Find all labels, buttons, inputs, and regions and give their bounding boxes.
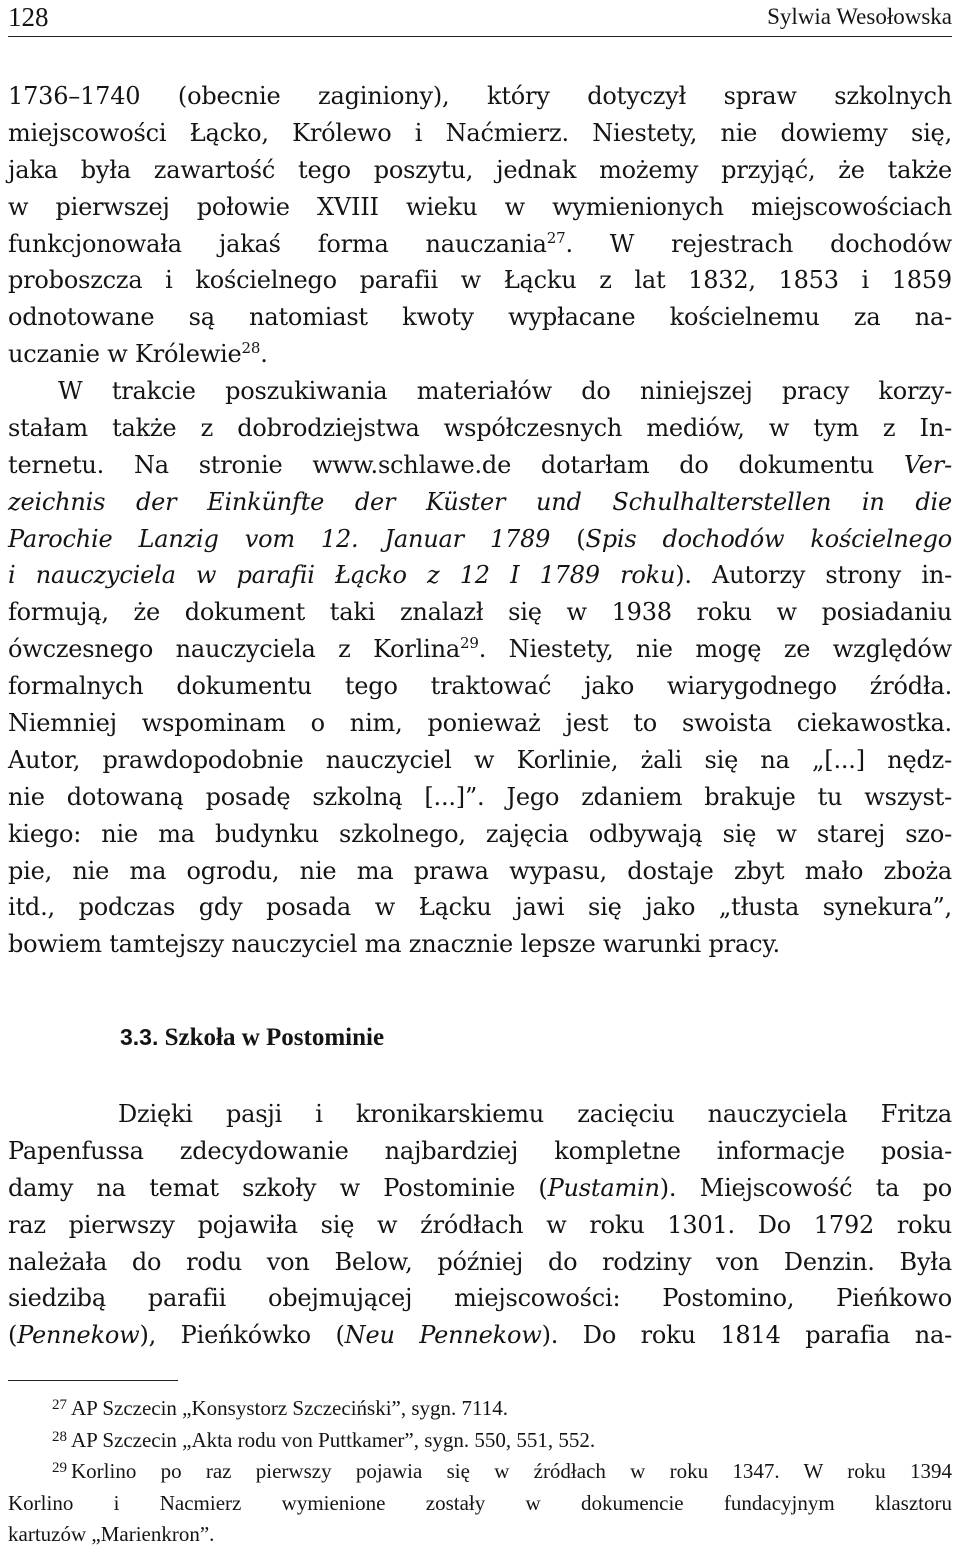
footnote-text: Korlino po raz pierwszy pojawia się w źródłach w roku 1347. W roku 1394	[71, 1459, 952, 1483]
text-line	[8, 1317, 952, 1354]
text-line	[8, 631, 952, 668]
text-line: 1736–1740 (obecnie zaginiony), który dotyczył spraw szkolnych	[8, 82, 952, 110]
section-number: 3.3.	[120, 1024, 159, 1050]
footnote-ref-27[interactable]: 27	[546, 228, 566, 247]
text-line	[8, 557, 952, 594]
italic-run: zeichnis der Einkünfte der Küster und Schulhalterstellen in die	[8, 487, 952, 516]
paragraph-2	[8, 373, 952, 963]
text-line	[8, 484, 952, 521]
text-line: należała do rodu von Below, później do rodziny von Denzin. Była	[8, 1247, 952, 1276]
text-run: . Niestety, nie mogę ze względów	[478, 635, 952, 664]
text-line: formują, że dokument taki znalazł się w 1938 roku w posiadaniu	[8, 598, 952, 627]
footnote-ref-29[interactable]: 29	[460, 634, 479, 653]
text-line: miejscowości Łącko, Królewo i Naćmierz. Niestety, nie dowiemy się,	[8, 118, 952, 147]
text-line	[8, 336, 952, 373]
text-line: jaka była zawartość tego poszytu, jednak możemy przyjąć, że także	[8, 155, 952, 184]
text-line: nie dotowaną posadę szkolną [...]”. Jego zdaniem brakuje tu wszyst-	[8, 782, 952, 811]
section-title: Szkoła w Postominie	[164, 1024, 385, 1051]
paragraph-1	[8, 78, 952, 373]
page-header	[8, 0, 952, 37]
text-run: uczanie w Królewie	[8, 340, 242, 369]
text-line: bowiem tamtejszy nauczyciel ma znacznie lepsze warunki pracy.	[8, 930, 780, 959]
text-run: ówczesnego nauczyciela z Korlina	[8, 635, 460, 664]
italic-run: Ver-	[903, 450, 952, 479]
text-line	[8, 1170, 952, 1207]
text-line: itd., podczas gdy posada w Łącku jawi się jako „tłusta synekura”,	[8, 893, 952, 922]
footnote-number: 29	[52, 1460, 67, 1476]
text-line: kiego: nie ma budynku szkolnego, zajęcia odbywają się w starej szo-	[8, 819, 952, 848]
text-line	[8, 447, 952, 484]
text-line: proboszcza i kościelnego parafii w Łącku z lat 1832, 1853 i 1859	[8, 266, 952, 295]
page-number: 128	[8, 2, 49, 32]
italic-run: Spis dochodów kościelnego	[585, 524, 952, 553]
paragraph-3	[8, 1096, 952, 1354]
text-run: damy na temat szkoły w Postominie (	[8, 1173, 548, 1202]
text-run: (	[8, 1321, 18, 1350]
footnote-text: AP Szczecin „Akta rodu von Puttkamer”, sygn. 550, 551, 552.	[71, 1427, 596, 1452]
italic-run: Pennekow	[17, 1321, 140, 1350]
text-line	[8, 521, 952, 558]
text-line: stałam także z dobrodziejstwa współczesnych mediów, w tym z In-	[8, 413, 952, 442]
text-run: (	[576, 524, 586, 553]
footnote-29-line: Korlino i Nacmierz wymienione zostały w dokumencie fundacyjnym klasztoru	[8, 1490, 952, 1515]
text-line: raz pierwszy pojawiła się w źródłach w roku 1301. Do 1792 roku	[8, 1210, 952, 1239]
running-head-author: Sylwia Wesołowska	[767, 4, 952, 29]
section-heading	[120, 1024, 384, 1052]
text-line	[8, 226, 952, 263]
text-line: odnotowane są natomiast kwoty wypłacane kościelnemu za na-	[8, 303, 952, 332]
footnote-divider	[8, 1380, 178, 1381]
italic-run: Pustamin	[547, 1173, 660, 1202]
text-run: funkcjonowała jakaś forma nauczania	[8, 229, 547, 258]
italic-run: i nauczyciela w parafii Łącko z 12 I 1789 roku	[8, 561, 676, 590]
text-line: Papenfussa zdecydowanie najbardziej kompletne informacje posia-	[8, 1136, 952, 1165]
text-line: w pierwszej połowie XVIII wieku w wymienionych miejscowościach	[8, 192, 952, 221]
text-run: ). Miejscowość ta po	[659, 1173, 953, 1202]
footnote-28	[8, 1425, 952, 1457]
text-run: . W rejestrach dochodów	[565, 229, 952, 258]
footnote-27	[8, 1393, 952, 1425]
footnote-ref-28[interactable]: 28	[241, 339, 261, 358]
text-line: Autor, prawdopodobnie nauczyciel w Korlinie, żali się na „[...] nędz-	[8, 745, 952, 774]
text-line: Niemniej wspominam o nim, ponieważ jest to swoista ciekawostka.	[8, 709, 952, 738]
text-run: ). Do roku 1814 parafia na-	[541, 1321, 952, 1350]
text-line: pie, nie ma ogrodu, nie ma prawa wypasu, dostaje zbyt mało zboża	[8, 856, 952, 885]
footnote-text: AP Szczecin „Konsystorz Szczeciński”, sygn. 7114.	[71, 1396, 509, 1420]
text-line: Dzięki pasji i kronikarskiemu zacięciu nauczyciela Fritza	[118, 1100, 952, 1128]
text-line: formalnych dokumentu tego traktować jako wiarygodnego źródła.	[8, 672, 952, 701]
italic-run: Neu Pennekow	[344, 1321, 542, 1350]
text-line: W trakcie poszukiwania materiałów do niniejszej pracy korzy-	[58, 377, 952, 405]
footnote-29	[8, 1456, 952, 1488]
footnote-number: 27	[52, 1397, 67, 1413]
text-run: ), Pieńkówko (	[139, 1321, 345, 1350]
text-run: .	[260, 340, 268, 369]
italic-run: Parochie Lanzig vom 12. Januar 1789	[8, 524, 551, 553]
footnote-29-line: kartuzów „Marienkron”.	[8, 1522, 215, 1546]
footnote-number: 28	[52, 1428, 67, 1445]
text-line: siedzibą parafii obejmującej miejscowości: Postomino, Pieńkowo	[8, 1284, 952, 1313]
text-run: ). Autorzy strony in-	[675, 561, 952, 590]
text-run: ternetu. Na stronie www.schlawe.de dotarłam do dokumentu	[8, 450, 875, 479]
footnotes	[8, 1393, 952, 1551]
